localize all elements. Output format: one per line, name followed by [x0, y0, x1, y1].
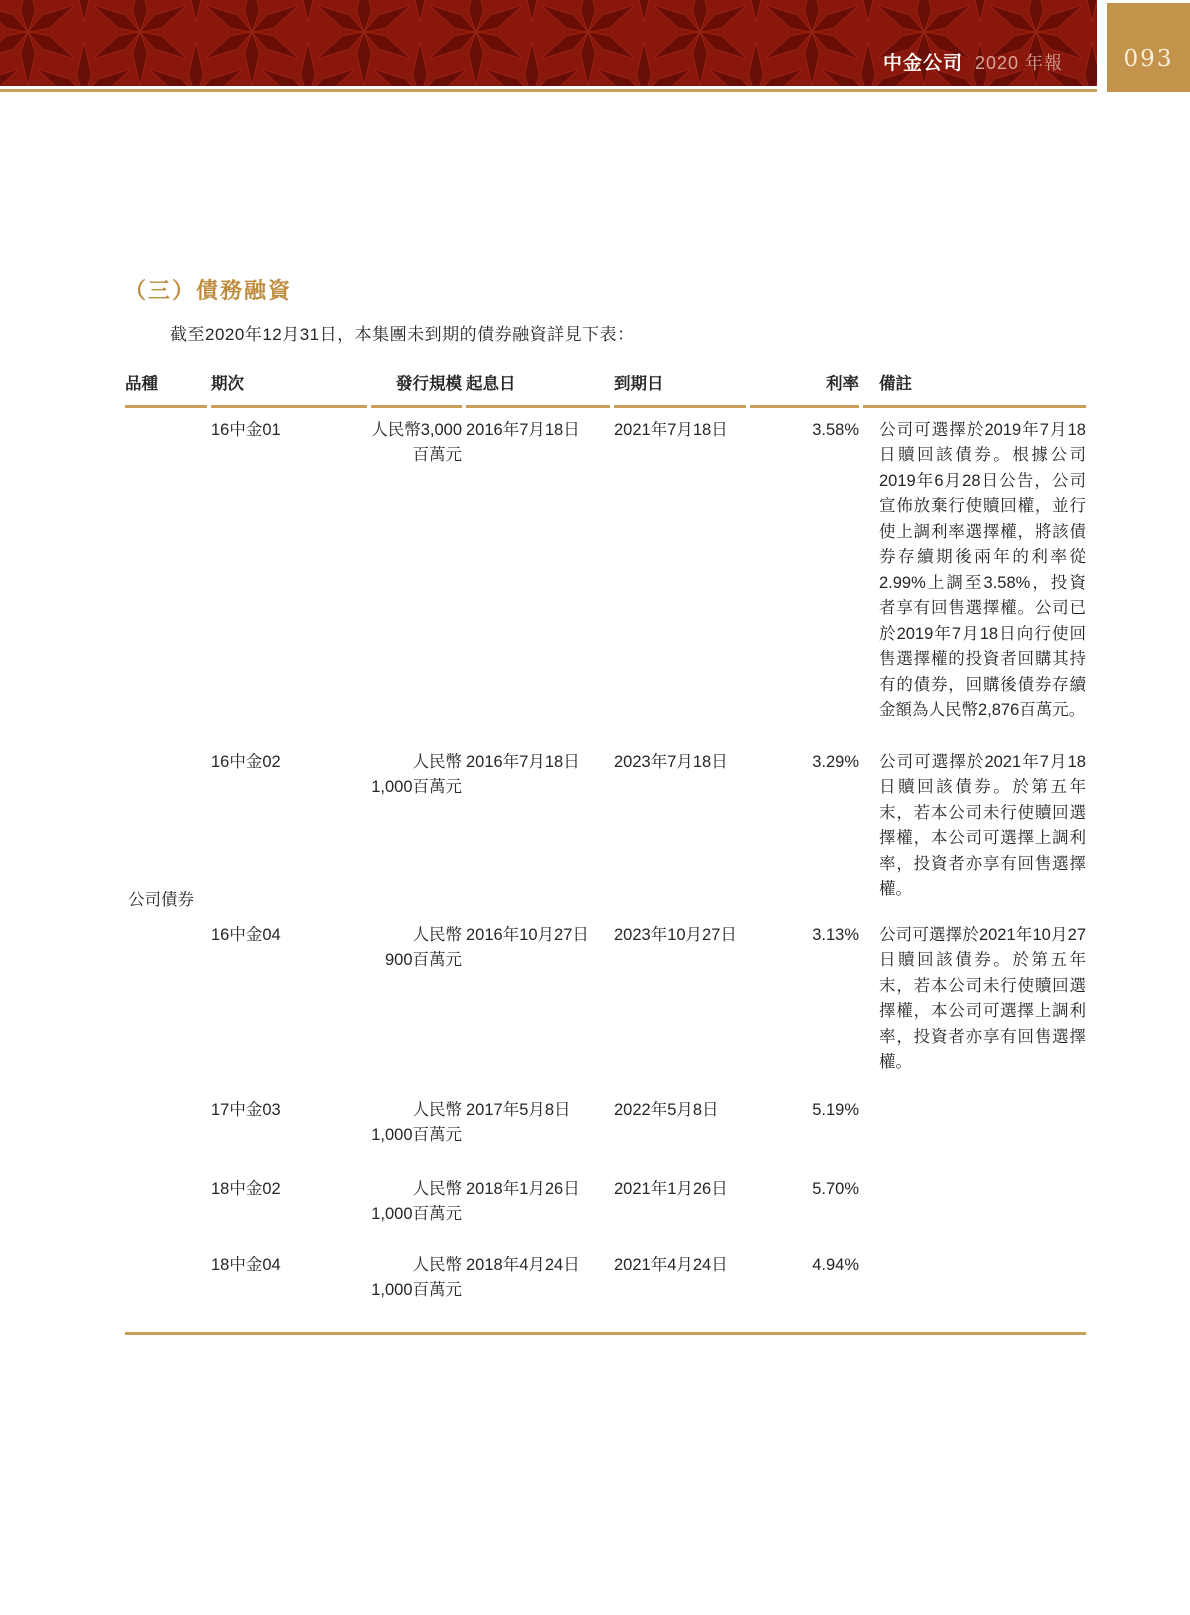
remark-cell: 公司可選擇於2019年7月18日贖回該債券。根據公司2019年6月28日公告，公司宣佈放棄行使贖回權，並行使上調利率選擇權，將該債券存續期後兩年的利率從2.99%上調至3.58%，投資者享有回售選擇權。公司已於2019年7月18日向行使回售選擇權的投資者回購其持有的債券，回購後債券存續金額為人民幣2,876百萬元。 — [879, 420, 1086, 719]
col-category: 品種 — [125, 372, 207, 408]
rate-cell: 3.29% — [812, 752, 859, 771]
intro-text: 截至2020年12月31日，本集團未到期的債券融資詳見下表： — [170, 325, 635, 344]
bonds-table — [125, 372, 1086, 1335]
report-year: 2020 年報 — [974, 53, 1063, 73]
rate-cell: 5.70% — [812, 1179, 859, 1198]
series-cell: 18中金04 — [211, 1255, 281, 1274]
header-title — [883, 48, 1063, 75]
col-interest-rate: 利率 — [750, 372, 859, 408]
bond-category-label: 公司債券 — [128, 891, 194, 909]
header-band — [0, 0, 1097, 86]
col-series: 期次 — [211, 372, 367, 408]
remark-cell: 公司可選擇於2021年7月18日贖回該債券。於第五年末，若本公司未行使贖回選擇權，本公司可選擇上調利率，投資者亦享有回售選擇權。 — [879, 752, 1086, 898]
issue-size-cell: 人民幣 1,000百萬元 — [371, 752, 462, 796]
maturity-date-cell: 2021年4月24日 — [614, 1255, 728, 1274]
col-issue-size: 發行規模 — [371, 372, 462, 408]
table-row — [125, 1098, 1086, 1149]
page-number-box — [1107, 3, 1190, 92]
value-date-cell: 2017年5月8日 — [466, 1100, 571, 1119]
maturity-date-cell: 2023年7月18日 — [614, 752, 728, 771]
col-value-date: 起息日 — [466, 372, 610, 408]
value-date-cell: 2016年7月18日 — [466, 752, 580, 771]
value-date-cell: 2016年7月18日 — [466, 420, 580, 439]
section-title: （三）債務融資 — [124, 278, 293, 303]
rate-cell: 3.13% — [812, 925, 859, 944]
series-cell: 16中金01 — [211, 420, 281, 439]
maturity-date-cell: 2022年5月8日 — [614, 1100, 719, 1119]
rate-cell: 5.19% — [812, 1100, 859, 1119]
series-cell: 18中金02 — [211, 1179, 281, 1198]
page-number: 093 — [1123, 45, 1174, 72]
series-cell: 16中金02 — [211, 752, 281, 771]
issue-size-cell: 人民幣 1,000百萬元 — [371, 1179, 462, 1223]
maturity-date-cell: 2021年1月26日 — [614, 1179, 728, 1198]
table-header-row — [125, 372, 1086, 408]
table-bottom-rule — [125, 1332, 1086, 1335]
maturity-date-cell: 2021年7月18日 — [614, 420, 728, 439]
issue-size-cell: 人民幣 900百萬元 — [384, 925, 462, 969]
table-row — [125, 923, 1086, 1076]
series-cell: 16中金04 — [211, 925, 281, 944]
header-rule — [0, 89, 1097, 92]
issue-size-cell: 人民幣3,000 百萬元 — [371, 420, 462, 464]
maturity-date-cell: 2023年10月27日 — [614, 925, 737, 944]
rate-cell: 4.94% — [812, 1255, 859, 1274]
rate-cell: 3.58% — [812, 420, 859, 439]
remark-cell: 公司可選擇於2021年10月27日贖回該債券。於第五年末，若本公司未行使贖回選擇權，本公司可選擇上調利率，投資者亦享有回售選擇權。 — [879, 925, 1086, 1071]
table-row — [125, 418, 1086, 724]
issue-size-cell: 人民幣 1,000百萬元 — [371, 1100, 462, 1144]
series-cell: 17中金03 — [211, 1100, 281, 1119]
table-row — [125, 750, 1086, 903]
table-row — [125, 1253, 1086, 1304]
table-row — [125, 1177, 1086, 1228]
value-date-cell: 2016年10月27日 — [466, 925, 589, 944]
col-remarks: 備註 — [863, 372, 1086, 408]
issue-size-cell: 人民幣 1,000百萬元 — [371, 1255, 462, 1299]
company-name: 中金公司 — [882, 53, 963, 74]
col-maturity-date: 到期日 — [614, 372, 746, 408]
value-date-cell: 2018年4月24日 — [466, 1255, 580, 1274]
value-date-cell: 2018年1月26日 — [466, 1179, 580, 1198]
